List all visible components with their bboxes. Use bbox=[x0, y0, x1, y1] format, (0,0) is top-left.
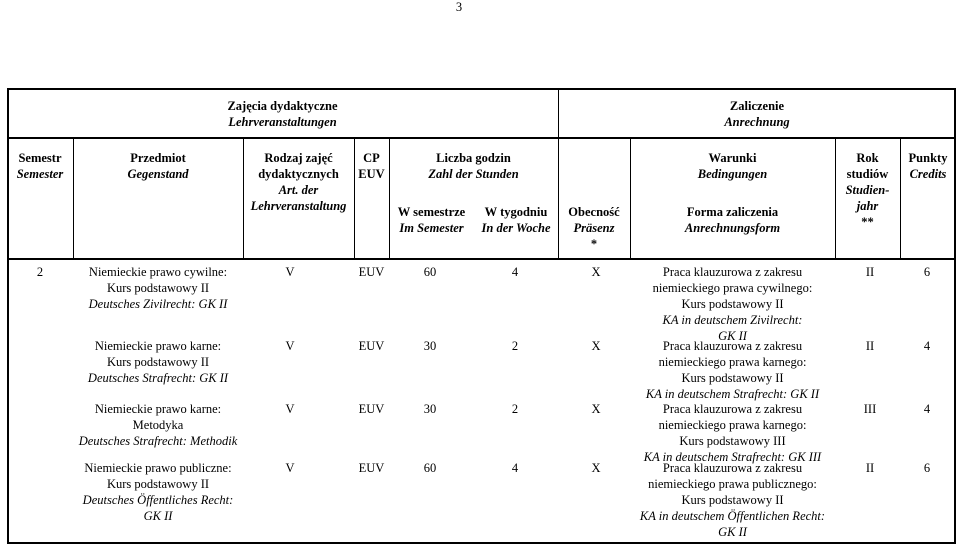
form-cell: Praca klauzurowa z zakresu niemieckiego prawa karnego: Kurs podstawowy III KA in deutschem Strafrecht: GK III bbox=[643, 402, 822, 464]
cp-cell: EUV bbox=[358, 402, 385, 416]
semester-number: 2 bbox=[36, 265, 44, 279]
w-semestrze-header: W semestrze Im Semester bbox=[397, 205, 466, 235]
cp-cell: EUV bbox=[358, 265, 385, 279]
presence-cell: X bbox=[591, 339, 601, 353]
forma-zaliczenia-header: Forma zaliczenia Anrechnungsform bbox=[684, 205, 781, 235]
rok-studiow-header: Rok studiów Studien- jahr ** bbox=[845, 151, 890, 229]
page-number: 3 bbox=[455, 0, 463, 14]
semester-hours-cell: 30 bbox=[423, 402, 437, 416]
subject-cell: Niemieckie prawo karne: Kurs podstawowy II Deutsches Strafrecht: GK II bbox=[87, 339, 229, 385]
subject-cell: Niemieckie prawo karne: Metodyka Deutsches Strafrecht: Methodik bbox=[78, 402, 238, 448]
warunki-header: Warunki Bedingungen bbox=[697, 151, 768, 181]
semestr-header: Semestr Semester bbox=[16, 151, 64, 181]
table-rule bbox=[7, 137, 956, 139]
year-cell: III bbox=[863, 402, 877, 416]
credits-cell: 4 bbox=[923, 402, 931, 416]
credits-cell: 6 bbox=[923, 265, 931, 279]
table-rule bbox=[7, 258, 956, 260]
rodzaj-header: Rodzaj zajęć dydaktycznych Art. der Lehrveranstaltung bbox=[250, 151, 347, 213]
cp-cell: EUV bbox=[358, 461, 385, 475]
anrechnung-header: Zaliczenie Anrechnung bbox=[724, 99, 790, 129]
year-cell: II bbox=[865, 265, 875, 279]
credits-cell: 4 bbox=[923, 339, 931, 353]
form-cell: Praca klauzurowa z zakresu niemieckiego prawa publicznego: Kurs podstawowy II KA in deutschem Öffentlichen Recht: GK II bbox=[639, 461, 826, 539]
week-hours-cell: 4 bbox=[511, 265, 519, 279]
week-hours-cell: 2 bbox=[511, 339, 519, 353]
week-hours-cell: 2 bbox=[511, 402, 519, 416]
cp-header: CP EUV bbox=[358, 151, 385, 181]
week-hours-cell: 4 bbox=[511, 461, 519, 475]
form-cell: Praca klauzurowa z zakresu niemieckiego prawa karnego: Kurs podstawowy II KA in deutschem Strafrecht: GK II bbox=[645, 339, 820, 401]
subject-cell: Niemieckie prawo cywilne: Kurs podstawowy II Deutsches Zivilrecht: GK II bbox=[88, 265, 228, 311]
year-cell: II bbox=[865, 461, 875, 475]
type-cell: V bbox=[285, 461, 295, 475]
semester-hours-cell: 60 bbox=[423, 265, 437, 279]
semester-hours-cell: 60 bbox=[423, 461, 437, 475]
type-cell: V bbox=[285, 265, 295, 279]
presence-cell: X bbox=[591, 461, 601, 475]
type-cell: V bbox=[285, 402, 295, 416]
cp-cell: EUV bbox=[358, 339, 385, 353]
lehrveranstaltungen-header: Zajęcia dydaktyczne Lehrveranstaltungen bbox=[227, 99, 338, 129]
przedmiot-header: Przedmiot Gegenstand bbox=[127, 151, 189, 181]
obecnosc-header: Obecność Präsenz * bbox=[568, 205, 620, 251]
form-cell: Praca klauzurowa z zakresu niemieckiego prawa cywilnego: Kurs podstawowy II KA in deutschem Zivilrecht: GK II bbox=[652, 265, 813, 343]
subject-cell: Niemieckie prawo publiczne: Kurs podstawowy II Deutsches Öffentliches Recht: GK II bbox=[82, 461, 234, 523]
w-tygodniu-header: W tygodniu In der Woche bbox=[481, 205, 551, 235]
presence-cell: X bbox=[591, 265, 601, 279]
punkty-header: Punkty Credits bbox=[908, 151, 948, 181]
year-cell: II bbox=[865, 339, 875, 353]
type-cell: V bbox=[285, 339, 295, 353]
semester-hours-cell: 30 bbox=[423, 339, 437, 353]
presence-cell: X bbox=[591, 402, 601, 416]
credits-cell: 6 bbox=[923, 461, 931, 475]
liczba-godzin-header: Liczba godzin Zahl der Stunden bbox=[428, 151, 519, 181]
